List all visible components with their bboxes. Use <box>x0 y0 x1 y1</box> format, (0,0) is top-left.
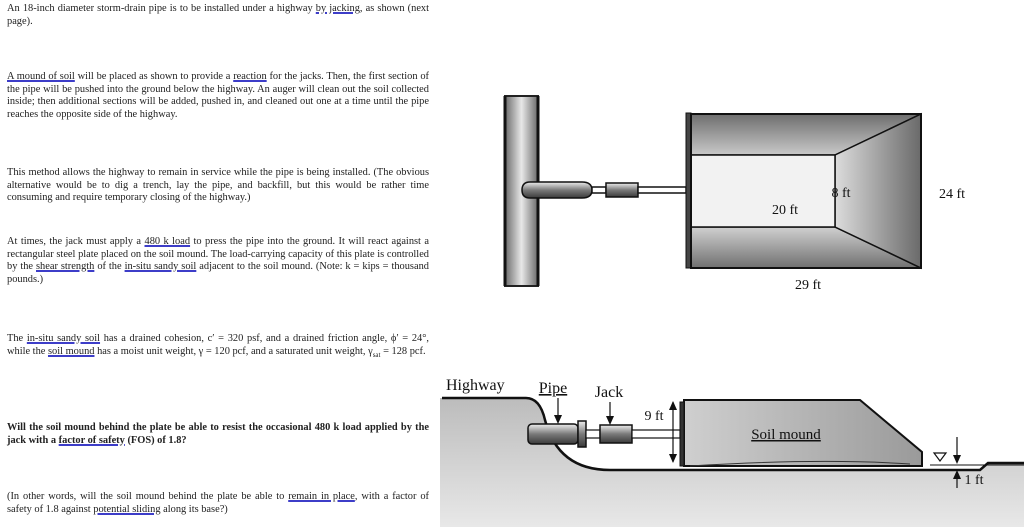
dim-9ft-label: 9 ft <box>644 409 664 424</box>
text-run: (FOS) of 1.8? <box>124 434 187 446</box>
text-run: Will the soil mound behind the plate be able to resist the occasional 480 k load applied by the jack with a <box>7 422 429 446</box>
text-run: The <box>7 333 27 344</box>
underline-in-situ-sandy-soil-2: in-situ sandy soil <box>26 333 101 344</box>
paragraph-intro <box>7 3 429 28</box>
paragraph-question <box>7 422 429 447</box>
text-run: of the <box>94 261 125 273</box>
dim-1ft-arrow-head <box>953 455 961 464</box>
text-run: At times, the jack must apply a <box>7 236 145 247</box>
underline-potential-sliding: potential sliding <box>93 503 161 515</box>
text-run: An 18-inch diameter storm-drain pipe is to be installed under a highway <box>7 3 316 14</box>
text-run: for the jacks. Then, the first section of the pipe will be pushed into the ground below the highway. An auger will clean out the soil collected inside; then additional sections will be added, pushed in, and cleaned out one at a time until the pipe reaches the opposite side of the highway. <box>7 71 429 120</box>
subscript-sat: sat <box>372 350 381 359</box>
pipe-arrow-head <box>554 415 562 424</box>
underline-shear-strength: shear strength <box>36 261 95 273</box>
jack-arrow-head <box>606 416 614 425</box>
water-table-icon <box>934 453 946 461</box>
label-jack: Jack <box>594 384 624 401</box>
underline-soil-mound: soil mound <box>47 345 95 357</box>
underline-remain-in-place: remain in place <box>288 491 355 502</box>
dim-9ft-arrow-up <box>669 401 677 410</box>
paragraph-jack-load <box>7 236 429 286</box>
text-run: This method allows the highway to remain in service while the pipe is being installed. (The obvious alternative would be to dig a trench, lay the pipe, and backfill, but this would be rather time consuming and require temporary closing of the highway.) <box>7 167 429 204</box>
dim-9ft-arrow-down <box>669 454 677 463</box>
underline-reaction: reaction <box>233 71 267 82</box>
text-run: , with a factor of safety of 1.8 against <box>7 491 429 515</box>
pipe-section <box>528 424 578 444</box>
underline-factor-of-safety: factor of safety <box>58 434 125 446</box>
text-run: along its base?) <box>160 503 228 515</box>
text-run: adjacent to the soil mound. (Note: k = kips = thousand pounds.) <box>7 261 429 285</box>
dim-8ft-label: 8 ft <box>831 186 851 201</box>
dim-20ft-label: 20 ft <box>771 203 799 218</box>
paragraph-restated-question <box>7 491 429 516</box>
text-run: to press the pipe into the ground. It will react against a rectangular steel plate placed on the soil mound. The load-carrying capacity of this plate is controlled by the <box>7 236 430 273</box>
rod-plan <box>592 187 606 193</box>
pipe-flange <box>578 421 586 447</box>
text-run: has a moist unit weight, γ = 120 pcf, and a saturated unit weight, γ <box>94 345 373 357</box>
paragraph-soil-properties <box>7 333 429 361</box>
dim-24ft-label: 24 ft <box>938 187 966 202</box>
section-view <box>440 377 1024 527</box>
paragraph-method <box>7 167 429 205</box>
figure-diagrams <box>440 0 1024 527</box>
underline-in-situ-sandy-soil: in-situ sandy soil <box>124 261 197 273</box>
text-run: = 128 pcf. <box>380 345 426 357</box>
label-highway: Highway <box>446 377 505 394</box>
jack-section <box>600 425 632 443</box>
plan-view <box>505 96 965 293</box>
text-run: has a drained cohesion, c′ = 320 psf, and a drained friction angle, ϕ′ = 24°, while the <box>7 333 429 357</box>
underline-by-jacking: by jacking <box>315 3 360 14</box>
mound-flat-top <box>691 155 835 227</box>
rod-section <box>586 430 600 438</box>
underline-480k-load: 480 k load <box>144 236 191 247</box>
text-run: will be placed as shown to provide a <box>74 71 234 82</box>
dim-29ft-label: 29 ft <box>794 278 822 293</box>
label-soil-mound: Soil mound <box>751 427 821 443</box>
text-run: (In other words, will the soil mound behind the plate be able to <box>7 491 289 502</box>
rod-plan <box>638 187 686 193</box>
pipe-plan <box>522 182 592 198</box>
label-pipe: Pipe <box>538 380 568 397</box>
dim-1ft-label: 1 ft <box>964 473 984 488</box>
text-run: , as shown (next page). <box>7 3 430 27</box>
paragraph-mound <box>7 71 429 121</box>
jack-plan <box>606 183 638 197</box>
underline-mound-of-soil: A mound of soil <box>7 71 75 82</box>
